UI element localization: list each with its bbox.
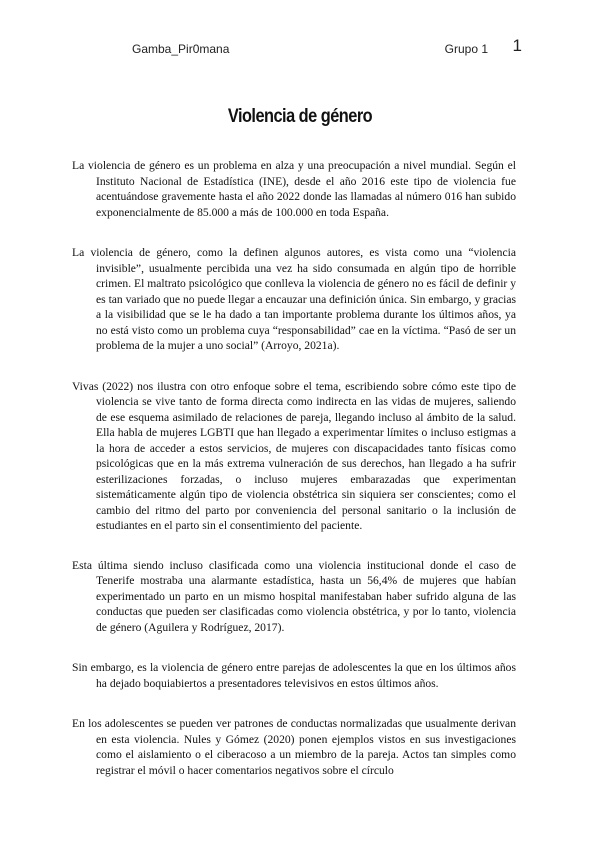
- page-header: [132, 36, 532, 58]
- paragraph: Sin embargo, es la violencia de género entre parejas de adolescentes la que en los últimos años ha dejado boquiabiertos a presentadores televisivos en estos últimos años.: [72, 661, 516, 690]
- paragraph: En los adolescentes se pueden ver patrones de conductas normalizadas que usualmente derivan en esta violencia. Nules y Gómez (2020) ponen ejemplos vistos en sus investigaciones como el aislamiento o el ciberacoso a un miembro de la pareja. Actos tan simples como registrar el móvil o hacer comentarios negativos sobre el círculo: [72, 717, 516, 777]
- paragraph: La violencia de género es un problema en alza y una preocupación a nivel mundial. Según el Instituto Nacional de Estadística (INE), desde el año 2016 este tipo de violencia fue acentuándose gravemente hasta el año 2022 donde las llamadas al número 016 han subido exponencialmente de 85.000 a más de 100.000 en toda España.: [72, 159, 516, 219]
- paragraph: La violencia de género, como la definen algunos autores, es vista como una “violencia invisible”, usualmente percibida una vez ha sido consumada en algún tipo de horrible crimen. El maltrato psicológico que conlleva la violencia de género no es fácil de definir y es tan variado que no puede llegar a encauzar una definición única. Sin embargo, y gracias a la visibilidad que se le ha dado a tan importante problema durante los últimos años, ya no está visto como un problema cuya “responsabilidad” cae en la víctima. “Pasó de ser un problema de la mujer a uno social” (Arroyo, 2021a).: [72, 246, 516, 352]
- header-group: Grupo 1: [444, 42, 488, 56]
- paragraph: Esta última siendo incluso clasificada como una violencia institucional donde el caso de Tenerife mostraba una alarmante estadística, hasta un 56,4% de mujeres que habían experimentado un parto en un mismo hospital manifestaban haber sufrido alguna de las conductas que pueden ser clasificadas como violencia obstétrica, y por lo tanto, violencia de género (Aguilera y Rodríguez, 2017).: [72, 558, 516, 634]
- page-number: 1: [512, 36, 522, 55]
- header-author: Gamba_Pir0mana: [132, 42, 230, 56]
- paragraph: Vivas (2022) nos ilustra con otro enfoque sobre el tema, escribiendo sobre cómo este tipo de violencia se vive tanto de forma directa como indirecta en las vidas de mujeres, saliendo de ese esquema asimilado de relaciones de pareja, llegando incluso al ámbito de la salud. Ella habla de mujeres LGBTI que han llegado a experimentar límites o incluso estigmas a la hora de acceder a estos servicios, de mujeres con discapacidades tanto físicas como psicológicas que en la más extrema vulneración de sus derechos, han llegado a ha sufrir esterilizaciones forzadas, o incluso mujeres embarazadas que experimentan sistemáticamente algún tipo de violencia obstétrica sin siquiera ser conscientes; como el cambio del ritmo del parto por conveniencia del personal sanitario o la inclusión de estudiantes en el parto sin el consentimiento del paciente.: [72, 379, 516, 532]
- document-title: Violencia de género: [227, 106, 373, 127]
- document-body: [72, 158, 516, 778]
